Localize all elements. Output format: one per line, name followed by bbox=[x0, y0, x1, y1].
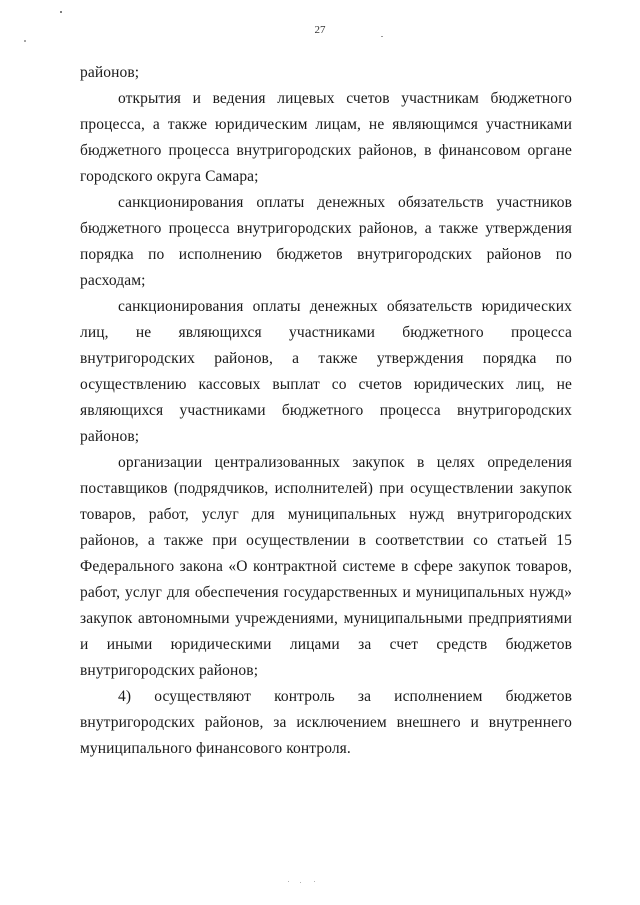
paragraph: санкционирования оплаты денежных обязательств юридических лиц, не являющихся участниками бюджетного процесса внутригородских районов, а также утверждения порядка по осуществлению кассовых выплат со счетов юридических лиц, не являющихся участниками бюджетного процесса внутригородских районов; bbox=[80, 298, 572, 445]
paragraph: санкционирования оплаты денежных обязательств участников бюджетного процесса внутригородских районов, а также утверждения порядка по исполнению бюджетов внутригородских районов по расходам; bbox=[80, 194, 572, 289]
paragraph: открытия и ведения лицевых счетов участникам бюджетного процесса, а также юридическим лицам, не являющимся участниками бюджетного процесса внутригородских районов, в финансовом органе городского округа Самара; bbox=[80, 90, 572, 185]
scan-speck bbox=[24, 40, 26, 42]
paragraph: 4) осуществляют контроль за исполнением бюджетов внутригородских районов, за исключением внешнего и внутреннего муниципального финансового контроля. bbox=[80, 688, 572, 757]
scan-speck bbox=[381, 36, 383, 37]
document-body bbox=[80, 60, 572, 762]
paragraph: организации централизованных закупок в целях определения поставщиков (подрядчиков, исполнителей) при осуществлении закупок товаров, работ, услуг для муниципальных нужд внутригородских районов, а также при осуществлении в соответствии со статьей 15 Федерального закона «О контрактной системе в сфере закупок товаров, работ, услуг для обеспечения государственных и муниципальных нужд» закупок автономными учреждениями, муниципальными предприятиями и иными юридическими лицами за счет средств бюджетов внутригородских районов; bbox=[80, 454, 572, 679]
scan-speck bbox=[60, 11, 62, 13]
scan-speck bbox=[288, 881, 289, 882]
page-number: 27 bbox=[314, 24, 326, 36]
scan-speck bbox=[300, 882, 301, 883]
paragraph: районов; bbox=[80, 64, 140, 81]
scan-speck bbox=[314, 881, 315, 882]
